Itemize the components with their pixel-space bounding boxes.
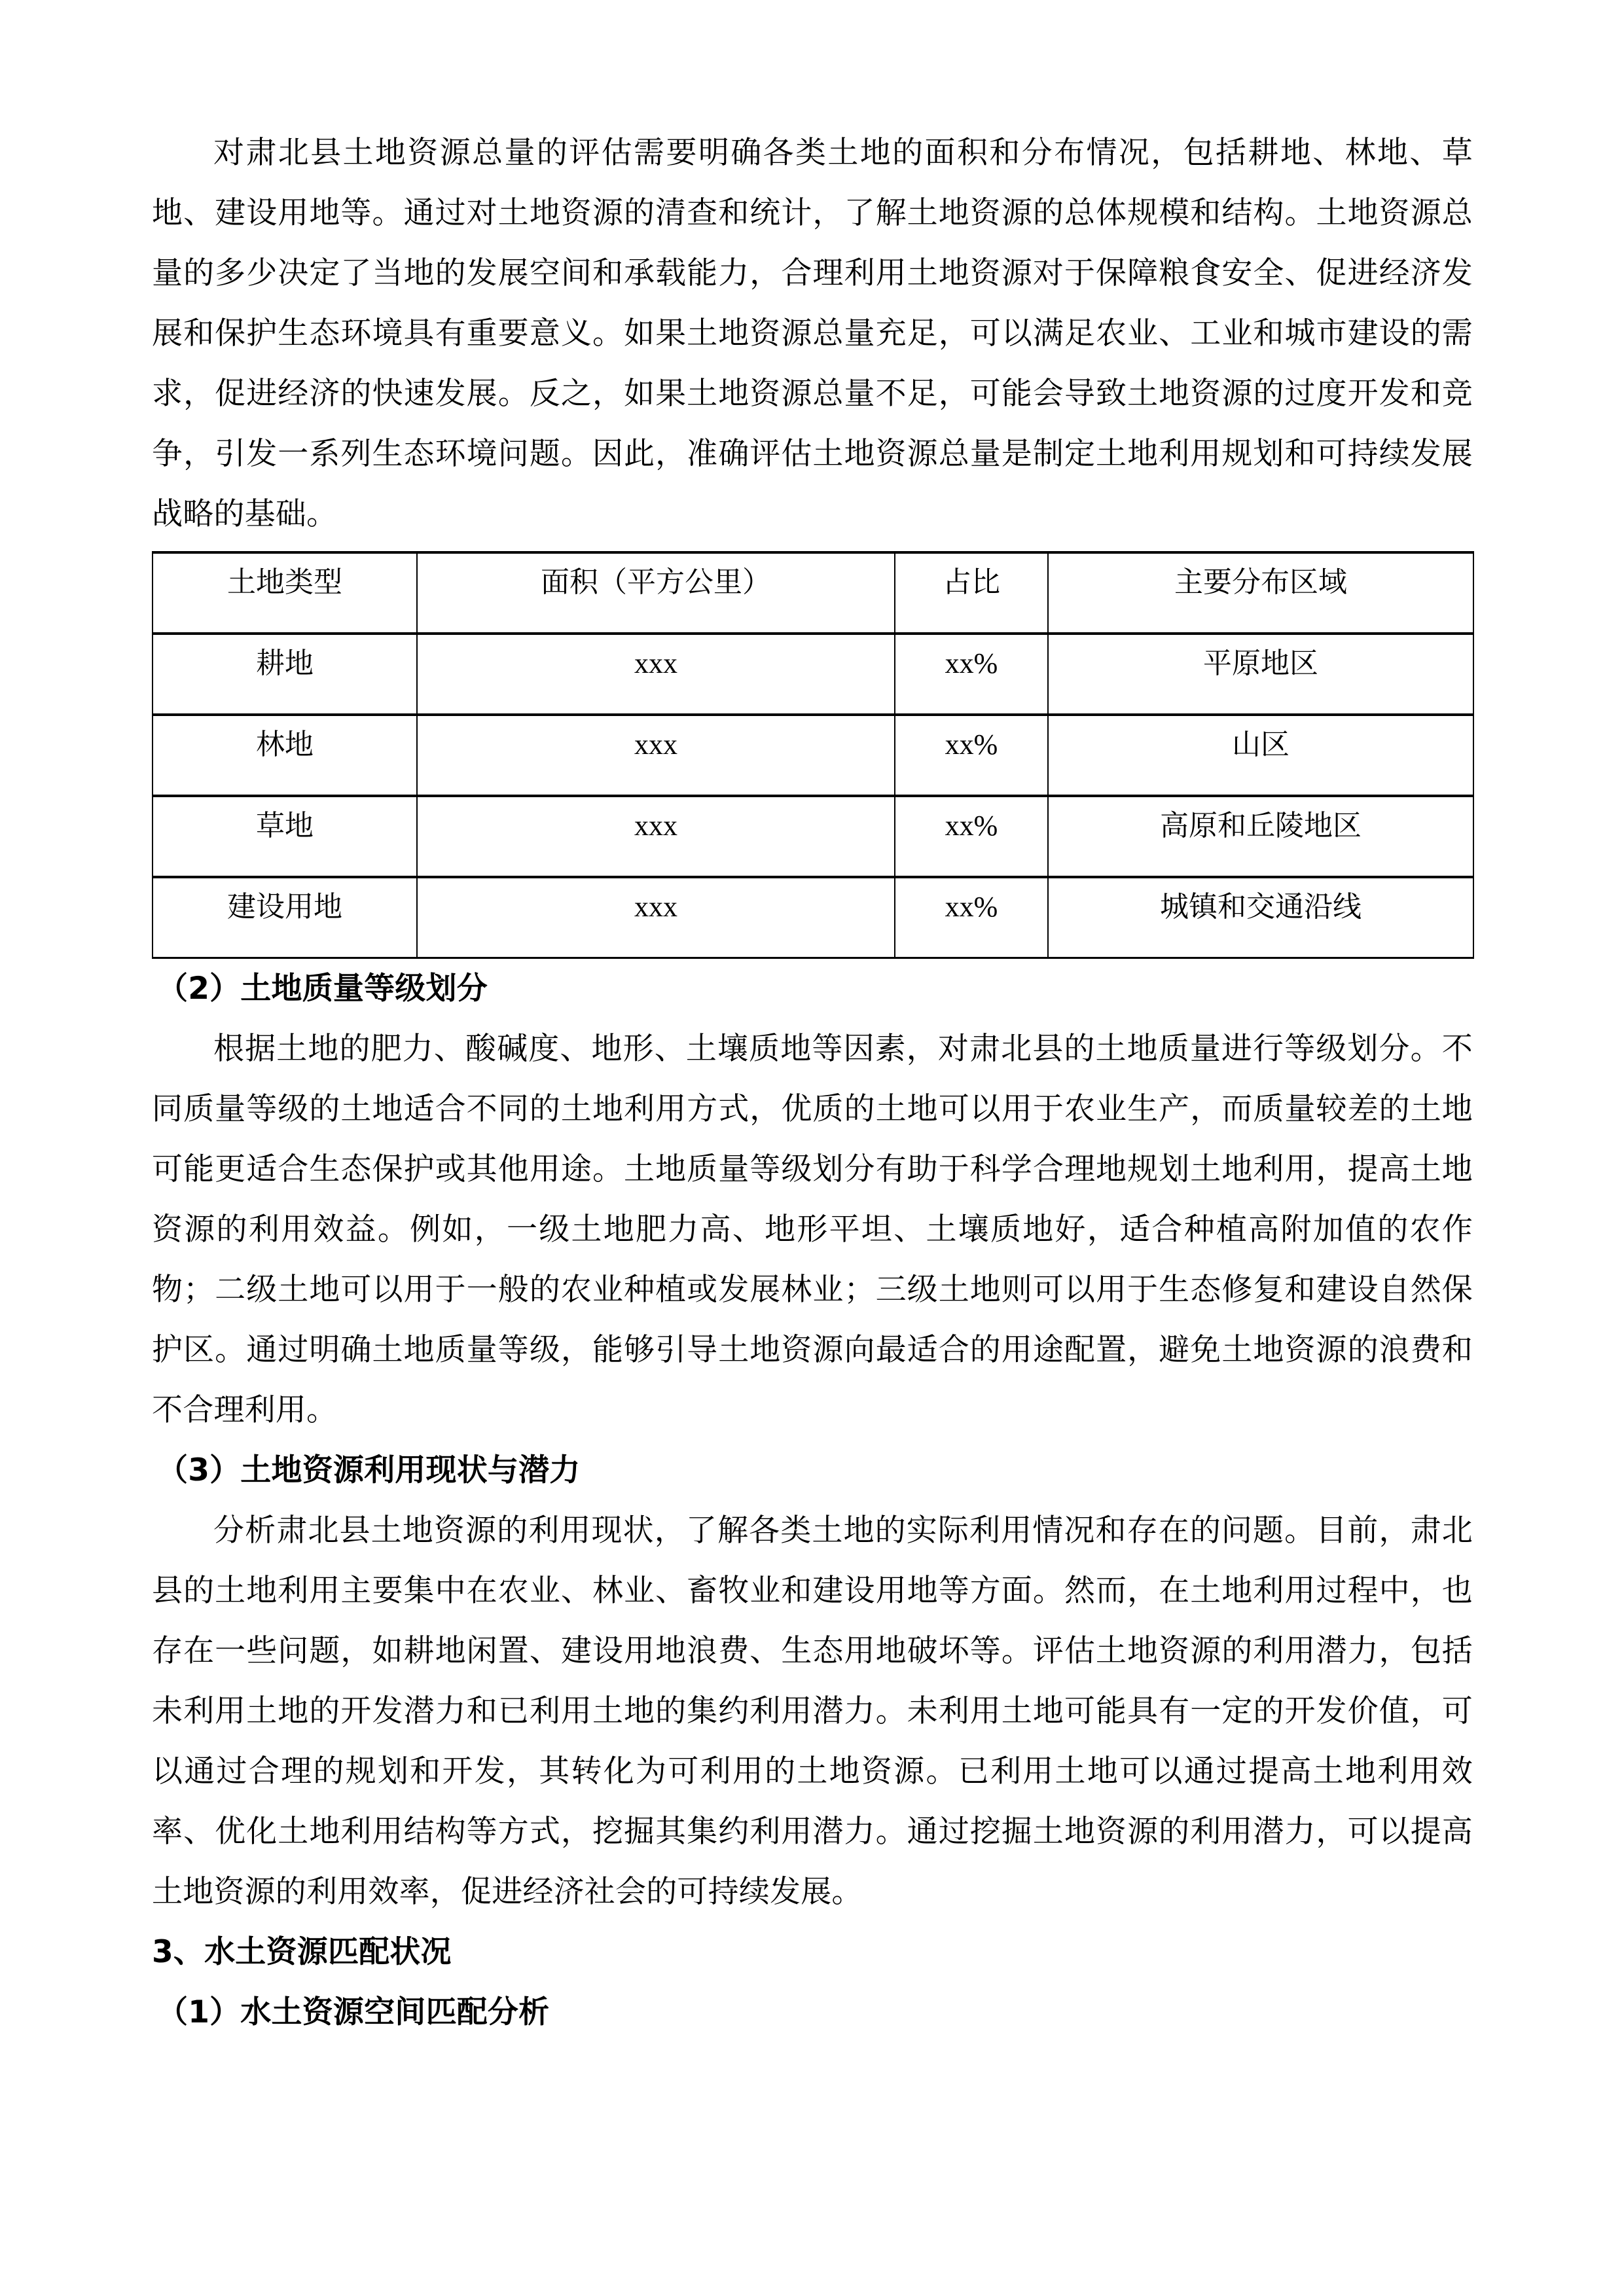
cell-share: xx%	[895, 796, 1048, 877]
cell-area: xxx	[417, 796, 895, 877]
cell-land-type: 耕地	[153, 634, 417, 715]
paragraph-land-use-status-potential: 分析肃北县土地资源的利用现状，了解各类土地的实际利用情况和存在的问题。目前，肃北县的土地利用主要集中在农业、林业、畜牧业和建设用地等方面。然而，在土地利用过程中，也存在一些问题，如耕地闲置、建设用地浪费、生态用地破坏等。评估土地资源的利用潜力，包括未利用土地的开发潜力和已利用土地的集约利用潜力。未利用土地可能具有一定的开发价值，可以通过合理的规划和开发，其转化为可利用的土地资源。已利用土地可以通过提高土地利用效率、优化土地利用结构等方式，挖掘其集约利用潜力。通过挖掘土地资源的利用潜力，可以提高土地资源的利用效率，促进经济社会的可持续发展。	[152, 1514, 1473, 1909]
heading-land-use-status-potential: （3）土地资源利用现状与潜力	[157, 1452, 581, 1488]
table-row	[153, 715, 1473, 796]
cell-area: xxx	[417, 877, 895, 958]
cell-distribution: 城镇和交通沿线	[1048, 877, 1473, 958]
cell-land-type: 林地	[153, 715, 417, 796]
heading-land-quality-grading: （2）土地质量等级划分	[157, 971, 488, 1007]
cell-land-type: 草地	[153, 796, 417, 877]
heading-water-land-spatial-analysis: （1）水土资源空间匹配分析	[157, 1994, 550, 2030]
table-header-distribution: 主要分布区域	[1048, 552, 1473, 634]
paragraph-land-quality-grading: 根据土地的肥力、酸碱度、地形、土壤质地等因素，对肃北县的土地质量进行等级划分。不同质量等级的土地适合不同的土地利用方式，优质的土地可以用于农业生产，而质量较差的土地可能更适合生态保护或其他用途。土地质量等级划分有助于科学合理地规划土地利用，提高土地资源的利用效益。例如，一级土地肥力高、地形平坦、土壤质地好，适合种植高附加值的农作物；二级土地可以用于一般的农业种植或发展林业；三级土地则可以用于生态修复和建设自然保护区。通过明确土地质量等级，能够引导土地资源向最适合的用途配置，避免土地资源的浪费和不合理利用。	[152, 1032, 1473, 1427]
table-header-share: 占比	[895, 552, 1048, 634]
cell-area: xxx	[417, 715, 895, 796]
cell-distribution: 平原地区	[1048, 634, 1473, 715]
table-row	[153, 877, 1473, 958]
land-type-table	[152, 551, 1474, 959]
document-content	[152, 123, 1473, 2043]
heading-water-land-matching: 3、水土资源匹配状况	[152, 1934, 452, 1970]
cell-share: xx%	[895, 634, 1048, 715]
cell-share: xx%	[895, 877, 1048, 958]
cell-share: xx%	[895, 715, 1048, 796]
table-row	[153, 634, 1473, 715]
cell-distribution: 山区	[1048, 715, 1473, 796]
cell-distribution: 高原和丘陵地区	[1048, 796, 1473, 877]
paragraph-land-resource-total: 对肃北县土地资源总量的评估需要明确各类土地的面积和分布情况，包括耕地、林地、草地、建设用地等。通过对土地资源的清查和统计，了解土地资源的总体规模和结构。土地资源总量的多少决定了当地的发展空间和承载能力，合理利用土地资源对于保障粮食安全、促进经济发展和保护生态环境具有重要意义。如果土地资源总量充足，可以满足农业、工业和城市建设的需求，促进经济的快速发展。反之，如果土地资源总量不足，可能会导致土地资源的过度开发和竞争，引发一系列生态环境问题。因此，准确评估土地资源总量是制定土地利用规划和可持续发展战略的基础。	[152, 136, 1473, 531]
table-header-land-type: 土地类型	[153, 552, 417, 634]
table-row	[153, 796, 1473, 877]
cell-area: xxx	[417, 634, 895, 715]
table-header-area: 面积（平方公里）	[417, 552, 895, 634]
cell-land-type: 建设用地	[153, 877, 417, 958]
table-header-row	[153, 552, 1473, 634]
